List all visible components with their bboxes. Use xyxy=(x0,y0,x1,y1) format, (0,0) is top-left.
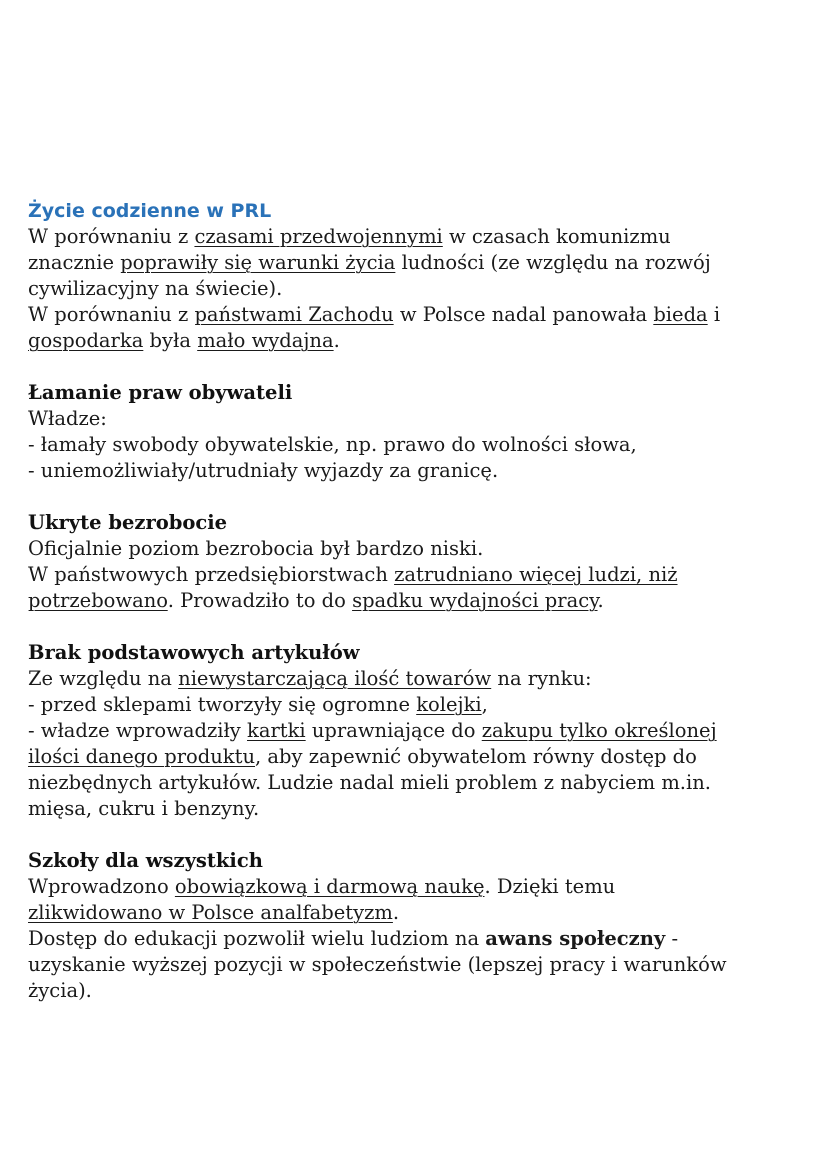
text-run: na rynku: xyxy=(491,667,592,690)
text-line xyxy=(28,900,798,926)
underlined-text: ilości danego produktu xyxy=(28,745,256,768)
text-line xyxy=(28,588,798,614)
underlined-text: zatrudniano więcej ludzi, niż xyxy=(394,563,678,586)
section-ukryte-bezrobocie xyxy=(28,510,798,614)
text-line xyxy=(28,978,798,1004)
text-line xyxy=(28,328,798,354)
text-run: Dostęp do edukacji pozwolił wielu ludziom na xyxy=(28,927,486,950)
underlined-text: poprawiły się warunki życia xyxy=(120,251,396,274)
bold-text: awans społeczny xyxy=(485,927,666,950)
text-run: znacznie xyxy=(28,251,121,274)
text-line xyxy=(28,536,798,562)
section-heading: Łamanie praw obywateli xyxy=(28,381,293,404)
underlined-text: kartki xyxy=(247,719,306,742)
text-line xyxy=(28,952,798,978)
section-heading: Życie codzienne w PRL xyxy=(28,200,272,222)
text-run: w Polsce nadal panowała xyxy=(393,303,654,326)
underlined-text: państwami Zachodu xyxy=(194,303,394,326)
text-line xyxy=(28,796,798,822)
document-page xyxy=(28,198,798,1030)
text-line xyxy=(28,432,798,458)
text-run: . Dzięki temu xyxy=(484,875,616,898)
text-run: W porównaniu z xyxy=(28,225,195,248)
section-brak-artykulow xyxy=(28,640,798,822)
underlined-text: obowiązkową i darmową naukę xyxy=(174,875,485,898)
text-run: - xyxy=(665,927,679,950)
text-run: - władze wprowadziły xyxy=(28,719,248,742)
text-run: Władze: xyxy=(28,407,107,430)
underlined-text: bieda xyxy=(653,303,708,326)
text-run: Oficjalnie poziom bezrobocia był bardzo niski. xyxy=(28,537,484,560)
section-body xyxy=(28,874,798,1004)
text-line xyxy=(28,692,798,718)
text-run: życia). xyxy=(28,979,92,1002)
text-line xyxy=(28,458,798,484)
text-line xyxy=(28,562,798,588)
text-run: . xyxy=(392,901,400,924)
text-line xyxy=(28,874,798,900)
underlined-text: zakupu tylko określonej xyxy=(481,719,717,742)
section-body xyxy=(28,536,798,614)
text-run: w czasach komunizmu xyxy=(442,225,671,248)
section-heading: Brak podstawowych artykułów xyxy=(28,641,360,664)
text-run: uzyskanie wyższej pozycji w społeczeństwie (lepszej pracy i warunków xyxy=(28,953,727,976)
text-run: . Prowadziło to do xyxy=(167,589,353,612)
text-run: cywilizacyjny na świecie). xyxy=(28,277,283,300)
text-run: . xyxy=(597,589,604,612)
section-heading: Ukryte bezrobocie xyxy=(28,511,228,534)
text-run: W porównaniu z xyxy=(28,303,195,326)
text-run: mięsa, cukru i benzyny. xyxy=(28,797,260,820)
text-line xyxy=(28,666,798,692)
section-szkoly xyxy=(28,848,798,1004)
underlined-text: kolejki xyxy=(416,693,482,716)
underlined-text: zlikwidowano w Polsce analfabetyzm xyxy=(28,901,393,924)
text-line xyxy=(28,770,798,796)
text-run: Wprowadzono xyxy=(28,875,175,898)
text-run: , aby zapewnić obywatelom równy dostęp do xyxy=(255,745,697,768)
text-run: W państwowych przedsiębiorstwach xyxy=(28,563,395,586)
underlined-text: potrzebowano xyxy=(28,589,168,612)
text-line xyxy=(28,744,798,770)
text-line xyxy=(28,926,798,952)
text-run: - łamały swobody obywatelskie, np. prawo do wolności słowa, xyxy=(28,433,637,456)
text-line xyxy=(28,718,798,744)
text-run: była xyxy=(143,329,198,352)
section-lamanie-praw xyxy=(28,380,798,484)
text-run: , xyxy=(481,693,488,716)
underlined-text: czasami przedwojennymi xyxy=(194,225,443,248)
text-run: ludności (ze względu na rozwój xyxy=(395,251,711,274)
text-run: niezbędnych artykułów. Ludzie nadal mieli problem z nabyciem m.in. xyxy=(28,771,712,794)
text-run: - przed sklepami tworzyły się ogromne xyxy=(28,693,417,716)
text-run: . xyxy=(333,329,340,352)
section-zycie-codzienne xyxy=(28,198,798,354)
underlined-text: spadku wydajności pracy xyxy=(352,589,598,612)
text-line xyxy=(28,276,798,302)
section-body xyxy=(28,406,798,484)
section-heading: Szkoły dla wszystkich xyxy=(28,849,263,872)
text-line xyxy=(28,250,798,276)
text-line xyxy=(28,302,798,328)
text-run: uprawniające do xyxy=(305,719,482,742)
text-line xyxy=(28,224,798,250)
text-run: Ze względu na xyxy=(28,667,179,690)
text-run: i xyxy=(707,303,721,326)
underlined-text: niewystarczającą ilość towarów xyxy=(178,667,492,690)
section-body xyxy=(28,666,798,822)
text-run: - uniemożliwiały/utrudniały wyjazdy za granicę. xyxy=(28,459,499,482)
underlined-text: gospodarka xyxy=(28,329,144,352)
underlined-text: mało wydajna xyxy=(197,329,334,352)
text-line xyxy=(28,406,798,432)
section-body xyxy=(28,224,798,354)
